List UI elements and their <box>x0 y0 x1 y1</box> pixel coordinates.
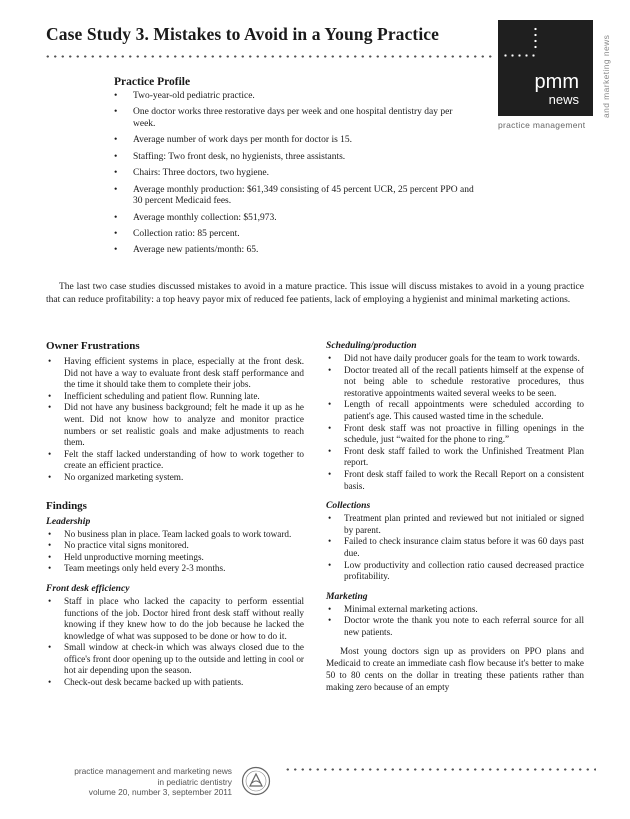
list-item: • Inefficient scheduling and patient flow. Running late. <box>46 391 304 403</box>
list-item: • Felt the staff lacked understanding of how to work together to create an efficient practice. <box>46 449 304 472</box>
list-item: • Having efficient systems in place, especially at the front desk. Did not have a way to evaluate front desk staff performance and the time it should take them to complete their jobs. <box>46 356 304 391</box>
logo-vertical-dots <box>534 26 537 52</box>
logo-horizontal-dots <box>502 54 536 57</box>
association-seal-icon <box>241 766 271 796</box>
list-item: • Collection ratio: 85 percent. <box>114 229 474 241</box>
marketing-heading: Marketing <box>326 590 368 602</box>
list-item: • Average number of work days per month for doctor is 15. <box>114 135 474 147</box>
list-item: • Team meetings only held every 2-3 months. <box>46 563 304 575</box>
pmm-news-logo <box>498 20 593 116</box>
footer-line-1: practice management and marketing news <box>74 766 232 776</box>
list-item: • Two-year-old pediatric practice. <box>114 91 474 103</box>
leadership-heading: Leadership <box>46 515 91 527</box>
list-item: • Treatment plan printed and reviewed but not initialed or signed by parent. <box>326 513 584 536</box>
logo-news-text: news <box>548 92 579 107</box>
title-dotted-rule <box>44 55 492 58</box>
list-item: • No business plan in place. Team lacked goals to work toward. <box>46 529 304 541</box>
intro-paragraph: The last two case studies discussed mistakes to avoid in a mature practice. This issue will discuss mistakes to avoid in a young practice that can reduce profitability: a top heavy payor mix of reduced fee patients, lack of employing a hygienist and minimal marketing actions. <box>46 282 584 305</box>
list-item: • Staff in place who lacked the capacity to perform essential functions of the job. Doctor hired front desk staff without really knowing if they knew how to do the job because he lacked the knowledge of what was supposed to be done or how to do it. <box>46 596 304 642</box>
owner-frustrations-list <box>46 356 304 484</box>
footer-dotted-rule <box>284 768 596 771</box>
closing-paragraph: Most young doctors sign up as providers on PPO plans and Medicaid to create an immediate cash flow because it's better to make 50 to 80 cents on the dollar in treating these patients rather than making zero because of an empty <box>326 646 584 692</box>
footer-line-2: in pediatric dentistry <box>157 776 232 787</box>
list-item: • Front desk staff was not proactive in filling openings in the schedule, just “waited for the phone to ring.” <box>326 423 584 446</box>
list-item: • Average monthly production: $61,349 consisting of 45 percent UCR, 25 percent PPO and 30 percent Medicaid fees. <box>114 185 474 208</box>
article-title: Case Study 3. Mistakes to Avoid in a Young Practice <box>46 24 440 44</box>
leadership-list <box>46 529 304 575</box>
findings-heading: Findings <box>46 499 87 512</box>
practice-profile <box>114 76 474 262</box>
right-column <box>326 340 584 694</box>
left-column <box>46 340 304 697</box>
list-item: • Front desk staff failed to work the Recall Report on a consistent basis. <box>326 469 584 492</box>
list-item: • Did not have any business background; felt he made it up as he went. Did not know how to analyze and monitor practice numbers or set realistic goals and make adjustments to reach them. <box>46 402 304 448</box>
list-item: • Chairs: Three doctors, two hygiene. <box>114 168 474 180</box>
list-item: • Staffing: Two front desk, no hygienists, three assistants. <box>114 152 474 164</box>
marketing-list <box>326 604 584 639</box>
list-item: • Doctor wrote the thank you note to each referral source for all new patients. <box>326 615 584 638</box>
logo-vertical-caption: and marketing news <box>601 34 611 118</box>
list-item: • Length of recall appointments were scheduled according to patient's age. This caused wasted time in the schedule. <box>326 399 584 422</box>
list-item: • Front desk staff failed to work the Unfinished Treatment Plan report. <box>326 446 584 469</box>
scheduling-list <box>326 353 584 492</box>
list-item: • Did not have daily producer goals for the team to work towards. <box>326 353 584 365</box>
list-item: • Check-out desk became backed up with patients. <box>46 677 304 689</box>
list-item: • No practice vital signs monitored. <box>46 540 304 552</box>
collections-list <box>326 513 584 583</box>
logo-subtitle: practice management <box>498 120 586 130</box>
scheduling-heading: Scheduling/production <box>326 340 417 351</box>
list-item: • Minimal external marketing actions. <box>326 604 584 616</box>
list-item: • Small window at check-in which was always closed due to the office's front door opening up to the outside and letting in cool or hot air depending upon the season. <box>46 642 304 677</box>
practice-profile-list <box>114 91 474 257</box>
practice-profile-heading: Practice Profile <box>114 76 191 88</box>
list-item: • Held unproductive morning meetings. <box>46 552 304 564</box>
list-item: • No organized marketing system. <box>46 472 304 484</box>
logo-pmm-text: pmm <box>534 71 579 93</box>
footer-line-3: volume 20, number 3, september 2011 <box>88 787 232 797</box>
list-item: • Failed to check insurance claim status before it was 60 days past due. <box>326 536 584 559</box>
collections-heading: Collections <box>326 500 371 512</box>
list-item: • Low productivity and collection ratio caused decreased practice profitability. <box>326 560 584 583</box>
footer-publication <box>40 766 232 798</box>
list-item: • Doctor treated all of the recall patients himself at the expense of not being able to schedule restorative procedures, thus restorative appointments waited several weeks to be seen. <box>326 365 584 400</box>
list-item: • Average new patients/month: 65. <box>114 245 474 257</box>
owner-frustrations-heading: Owner Frustrations <box>46 340 140 352</box>
front-desk-list <box>46 596 304 689</box>
list-item: • Average monthly collection: $51,973. <box>114 213 474 225</box>
list-item: • One doctor works three restorative days per week and one hospital dentistry day per week. <box>114 107 474 130</box>
front-desk-heading: Front desk efficiency <box>46 582 130 594</box>
